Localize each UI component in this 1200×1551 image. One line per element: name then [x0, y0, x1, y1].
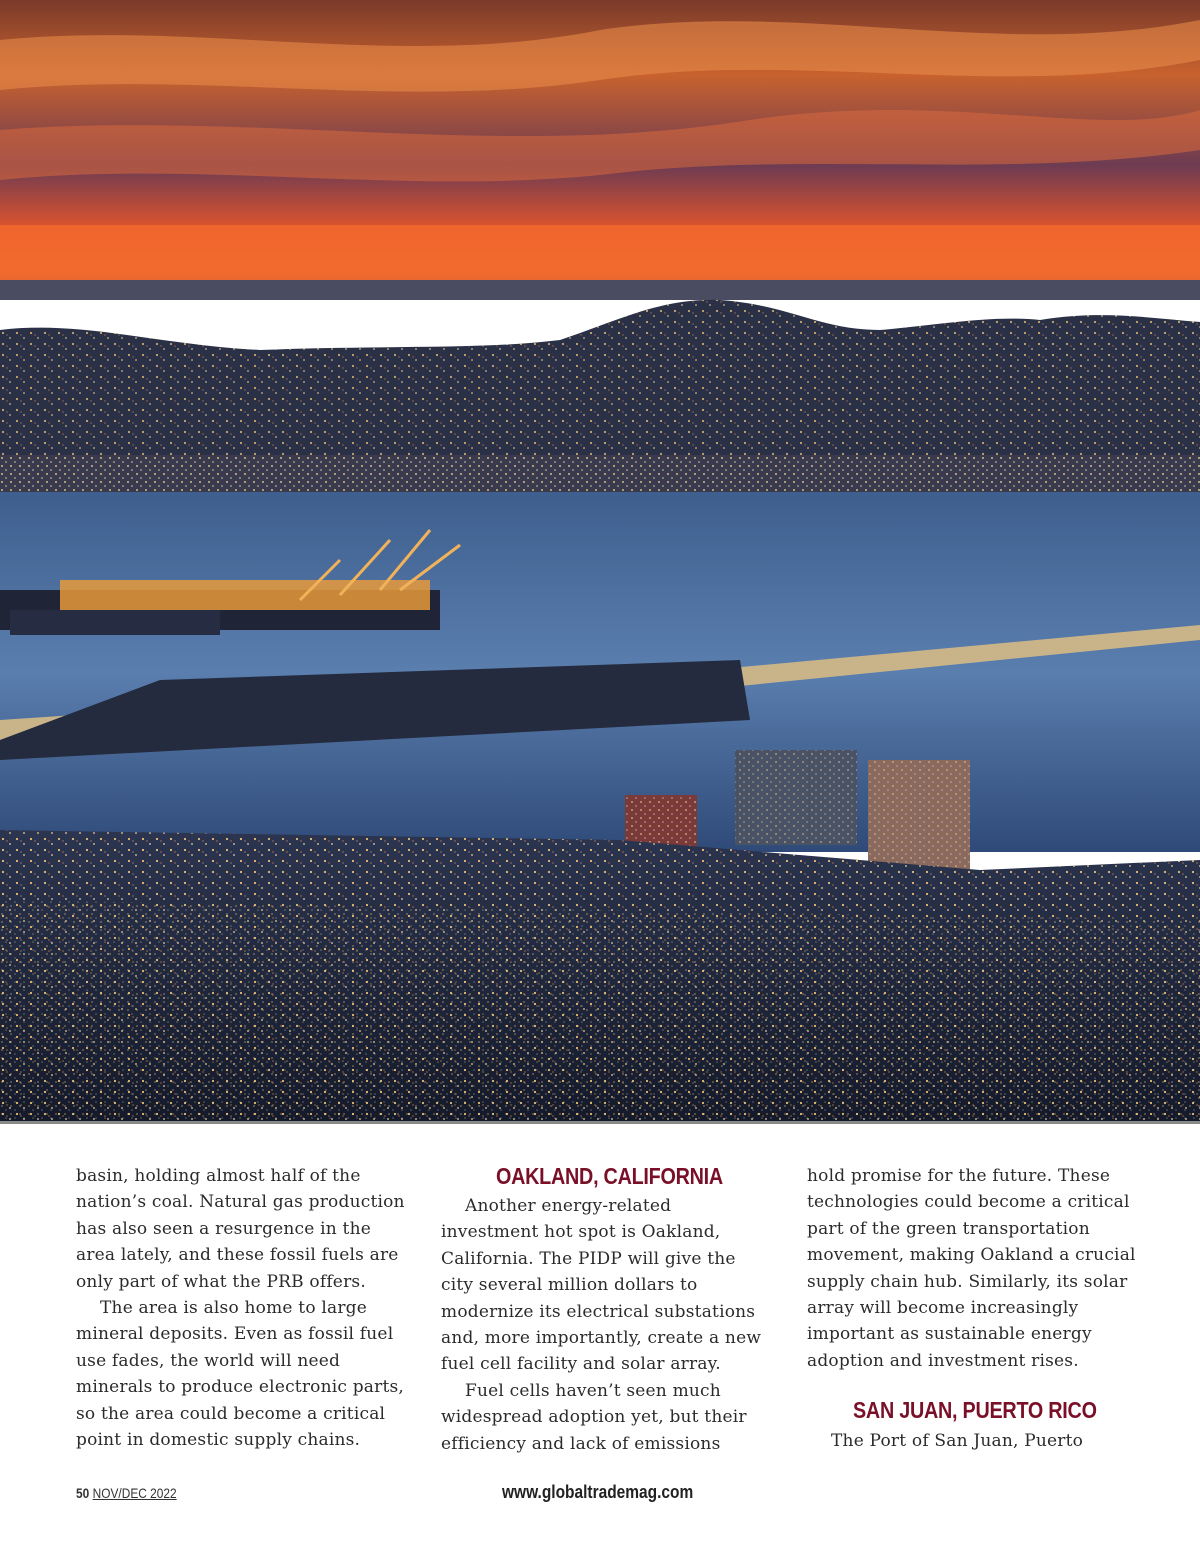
paragraph: Another energy-related investment hot spot is Oakland, California. The PIDP will give the city several million dollars to modernize its electrical substations and, more importantly, create a new fuel cell facility and solar array.: [441, 1196, 762, 1375]
text-column-2: [441, 1163, 771, 1457]
page-folio: [76, 1485, 177, 1501]
paragraph: basin, holding almost half of the nation’s coal. Natural gas production has also seen a resurgence in the area lately, and these fossil fuels are only part of what the PRB offers.: [76, 1166, 405, 1292]
page-number: 50: [76, 1485, 90, 1501]
website-link[interactable]: www.globaltrademag.com: [502, 1482, 694, 1502]
paragraph: Fuel cells haven’t seen much widespread adoption yet, but their efficiency and lack of emissions: [441, 1380, 747, 1454]
paragraph: hold promise for the future. These technologies could become a critical part of the green transportation movement, making Oakland a crucial supply chain hub. Similarly, its solar array will become increasingly important as sustainable energy adoption and investment rises.: [807, 1166, 1136, 1371]
text-column-1: [76, 1163, 406, 1453]
section-heading-oakland: OAKLAND, CALIFORNIA: [496, 1163, 723, 1189]
section-heading-san-juan: SAN JUAN, PUERTO RICO: [853, 1397, 1097, 1423]
paragraph: The area is also home to large mineral deposits. Even as fossil fuel use fades, the world will need minerals to produce electronic parts, so the area could become a critical point in domestic supply chains.: [76, 1298, 405, 1451]
photo-bottom-rule: [0, 1121, 1200, 1124]
issue-date: NOV/DEC 2022: [92, 1485, 177, 1501]
paragraph: The Port of San Juan, Puerto: [831, 1431, 1084, 1451]
